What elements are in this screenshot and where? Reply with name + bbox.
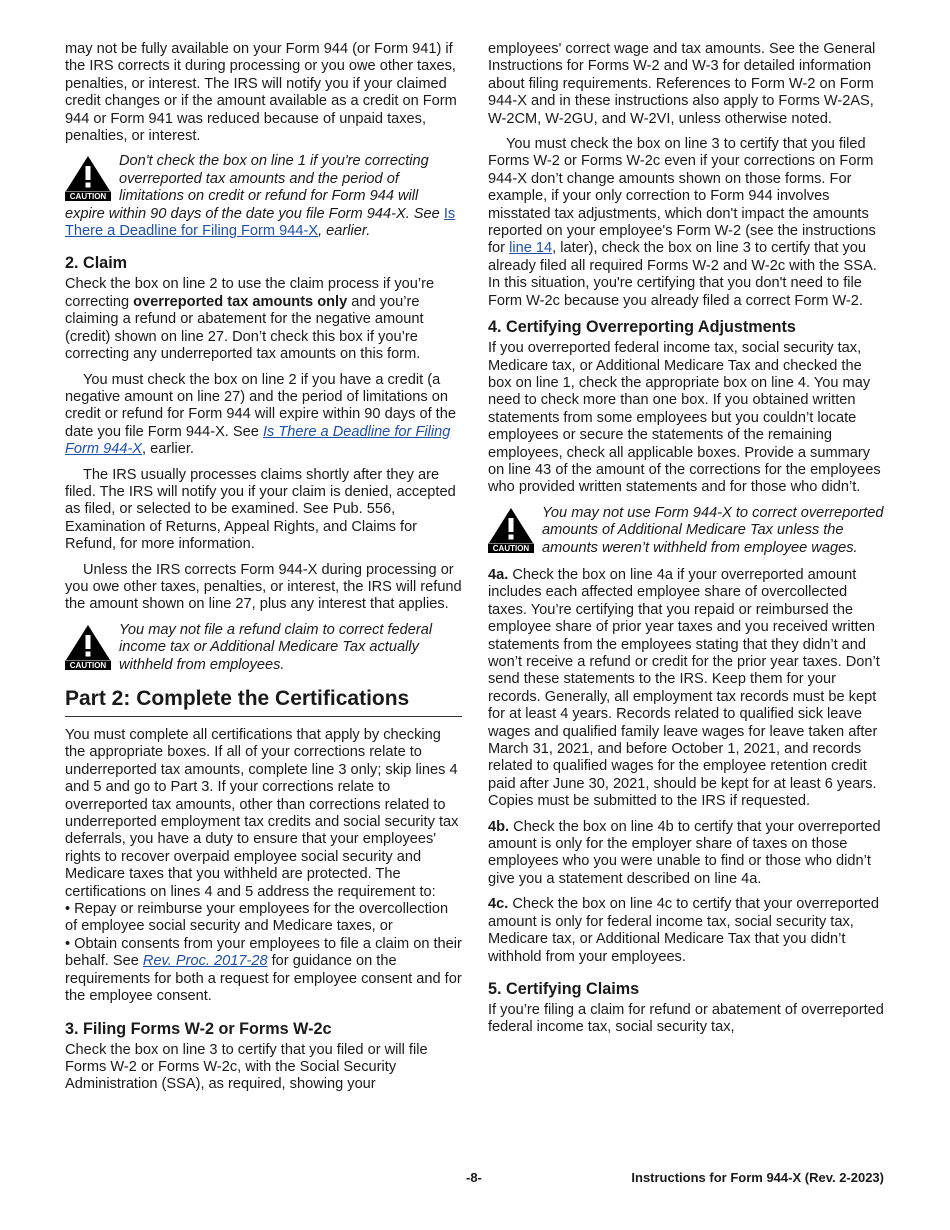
caution-text: You may not file a refund claim to correct federal income tax or Additional Medicare Tax actually withheld from employees. bbox=[119, 621, 433, 673]
deadline-link[interactable]: Is There a Deadline for Filing Form 944-X bbox=[65, 205, 456, 240]
caution-note bbox=[488, 505, 886, 557]
caution-label: CAUTION bbox=[69, 192, 107, 202]
page-number: -8- bbox=[466, 1170, 482, 1185]
paragraph: Unless the IRS corrects Form 944-X during processing or you owe other taxes, penalties, or interest, the IRS will refund the amount shown on line 27, plus any interest that applies. bbox=[65, 561, 462, 613]
caution-note bbox=[65, 153, 462, 240]
section-heading-claim: 2. Claim bbox=[65, 254, 128, 273]
caution-icon bbox=[488, 507, 534, 553]
paragraph: If you overreported federal income tax, social security tax, Medicare tax, or Additional Medicare Tax and checked the box on line 1, check the appropriate box on line 4. You may need to check more than one box. If you obtained written statements from some employees but you couldn’t locate employees or secure the statements of the remaining employees, check all applicable boxes. Provide a summary on line 43 of the amount of the corrections for the employees who provided written statements and for those who didn’t. bbox=[488, 340, 881, 496]
paragraph: You must complete all certifications that apply by checking the appropriate boxes. If all of your corrections relate to underreported tax amounts, complete line 3 only; skip lines 4 and 5 and go to Part 3. If your corrections relate to overreported tax amounts, other than corrections related to underreported employment tax credits and social security tax deferrals, you have a duty to ensure that your employees' rights to recover overpaid employee social security and Medicare taxes that you withheld are protected. The certifications on lines 4 and 5 address the requirement to: bbox=[65, 727, 459, 900]
section-heading-overreporting: 4. Certifying Overreporting Adjustments bbox=[488, 318, 796, 337]
bullet-item: • Repay or reimburse your employees for the overcollection of employee social security and Medicare taxes, or bbox=[65, 901, 449, 935]
paragraph: Check the box on line 2 to use the claim process if you’re correcting overreported tax amounts only and you’re claiming a refund or abatement for the negative amount (credit) shown on line 27. Don’t check this box if you’re correcting any underreported tax amounts on this form. bbox=[65, 276, 435, 363]
paragraph-4b: 4b. Check the box on line 4b to certify that your overreported amount is only for the employer share of taxes on those employees who you were unable to find or those who didn’t give you a statement described on line 4a. bbox=[488, 818, 881, 887]
caution-icon bbox=[65, 624, 111, 670]
paragraph: Check the box on line 3 to certify that you filed or will file Forms W-2 or Forms W-2c, with the Social Security Administration (SSA), as required, showing your bbox=[65, 1041, 428, 1093]
caution-text-after: , earlier. bbox=[318, 223, 371, 240]
caution-text: You may not use Form 944-X to correct overreported amounts of Additional Medicare Tax unless the amounts weren’t withheld from employee wages. bbox=[542, 504, 884, 556]
caution-label: CAUTION bbox=[69, 660, 107, 670]
paragraph-4a: 4a. Check the box on line 4a if your overreported amount includes each affected employee share of overcollected taxes. You’re certifying that you repaid or reimbursed the employee share of prior year taxes and you received written statements from the employees stating that they didn’t and won’t receive a refund or credit for the prior year taxes. Don’t send these statements to the IRS. Keep them for your records. Generally, all employment tax records must be kept for at least 4 years. Records related to qualified sick leave wages and qualified family leave wages for leave taken after March 31, 2021, and before October 1, 2021, and records related to qualified wages for the employee retention credit paid after June 30, 2021, should be kept for at least 6 years. Copies must be submitted to the IRS if requested. bbox=[488, 566, 880, 810]
left-column bbox=[65, 41, 462, 1102]
caution-label: CAUTION bbox=[492, 543, 530, 553]
paragraph: You must check the box on line 2 if you have a credit (a negative amount on line 27) and the period of limitations on credit or refund for Form 944 will expire within 90 days of the date you file Form 944-X. See Is There a Deadline for Filing Form 944-X, earlier. bbox=[65, 371, 456, 458]
caution-icon bbox=[65, 155, 111, 201]
right-column bbox=[488, 41, 886, 1045]
paragraph: employees' correct wage and tax amounts. See the General Instructions for Forms W-2 and W-3 for detailed information about filing requirements. References to Form W-2 on Form 944-X and in these instructions also apply to Forms W-2AS, W-2CM, W-2GU, and W-2VI, unless otherwise noted. bbox=[488, 41, 876, 127]
deadline-link-2[interactable]: Is There a Deadline for Filing Form 944-X bbox=[65, 423, 451, 458]
line-14-link[interactable]: line 14 bbox=[509, 240, 553, 257]
caution-note bbox=[65, 622, 462, 674]
section-heading-claims: 5. Certifying Claims bbox=[488, 979, 640, 998]
paragraph: If you’re filing a claim for refund or abatement of overreported federal income tax, social security tax, bbox=[488, 1001, 884, 1036]
part-heading: Part 2: Complete the Certifications bbox=[65, 686, 462, 717]
paragraph: You must check the box on line 3 to certify that you filed Forms W-2 or Forms W-2c even if your corrections on Form 944-X don’t change amounts shown on those forms. For example, if your only correction to Form 944 involves misstated tax adjustments, which don't impact the amounts reported on your employee's Form W-2 (see the instructions for line 14, later), check the box on line 3 to certify that you already filed all required Forms W-2 and W-2c with the SSA. In this situation, you're certifying that you don't need to file Form W-2c because you already filed a correct Form W-2. bbox=[488, 136, 877, 309]
paragraph: The IRS usually processes claims shortly after they are filed. The IRS will notify you if your claim is denied, accepted as filed, or selected to be examined. See Pub. 556, Examination of Returns, Appeal Rights, and Claims for Refund, for more information. bbox=[65, 466, 456, 553]
paragraph-4c: 4c. Check the box on line 4c to certify that your overreported amount is only for federal income tax, social security tax, Medicare tax, or Additional Medicare Tax that you didn’t withhold from your employees. bbox=[488, 896, 880, 965]
rev-proc-link[interactable]: Rev. Proc. 2017-28 bbox=[142, 953, 268, 970]
section-heading-w2: 3. Filing Forms W-2 or Forms W-2c bbox=[65, 1019, 332, 1038]
paragraph: may not be fully available on your Form 944 (or Form 941) if the IRS corrects it during processing or you owe other taxes, penalties, or interest. The IRS will notify you if your claimed credit changes or if the amount available as a credit on Form 944 or Form 941 was reduced because of unpaid taxes, penalties, or interest. bbox=[65, 41, 457, 145]
caution-text: Don't check the box on line 1 if you're correcting overreported tax amounts and the period of limitations on credit or refund for Form 944 will expire within 90 days of the date you file Form 944-X. See bbox=[65, 153, 444, 222]
bullet-item: • Obtain consents from your employees to file a claim on their behalf. See Rev. Proc. 2017-28 for guidance on the requirements for both a request for employee consent and for the employee consent. bbox=[65, 935, 462, 1005]
document-title: Instructions for Form 944-X (Rev. 2-2023) bbox=[631, 1170, 884, 1185]
